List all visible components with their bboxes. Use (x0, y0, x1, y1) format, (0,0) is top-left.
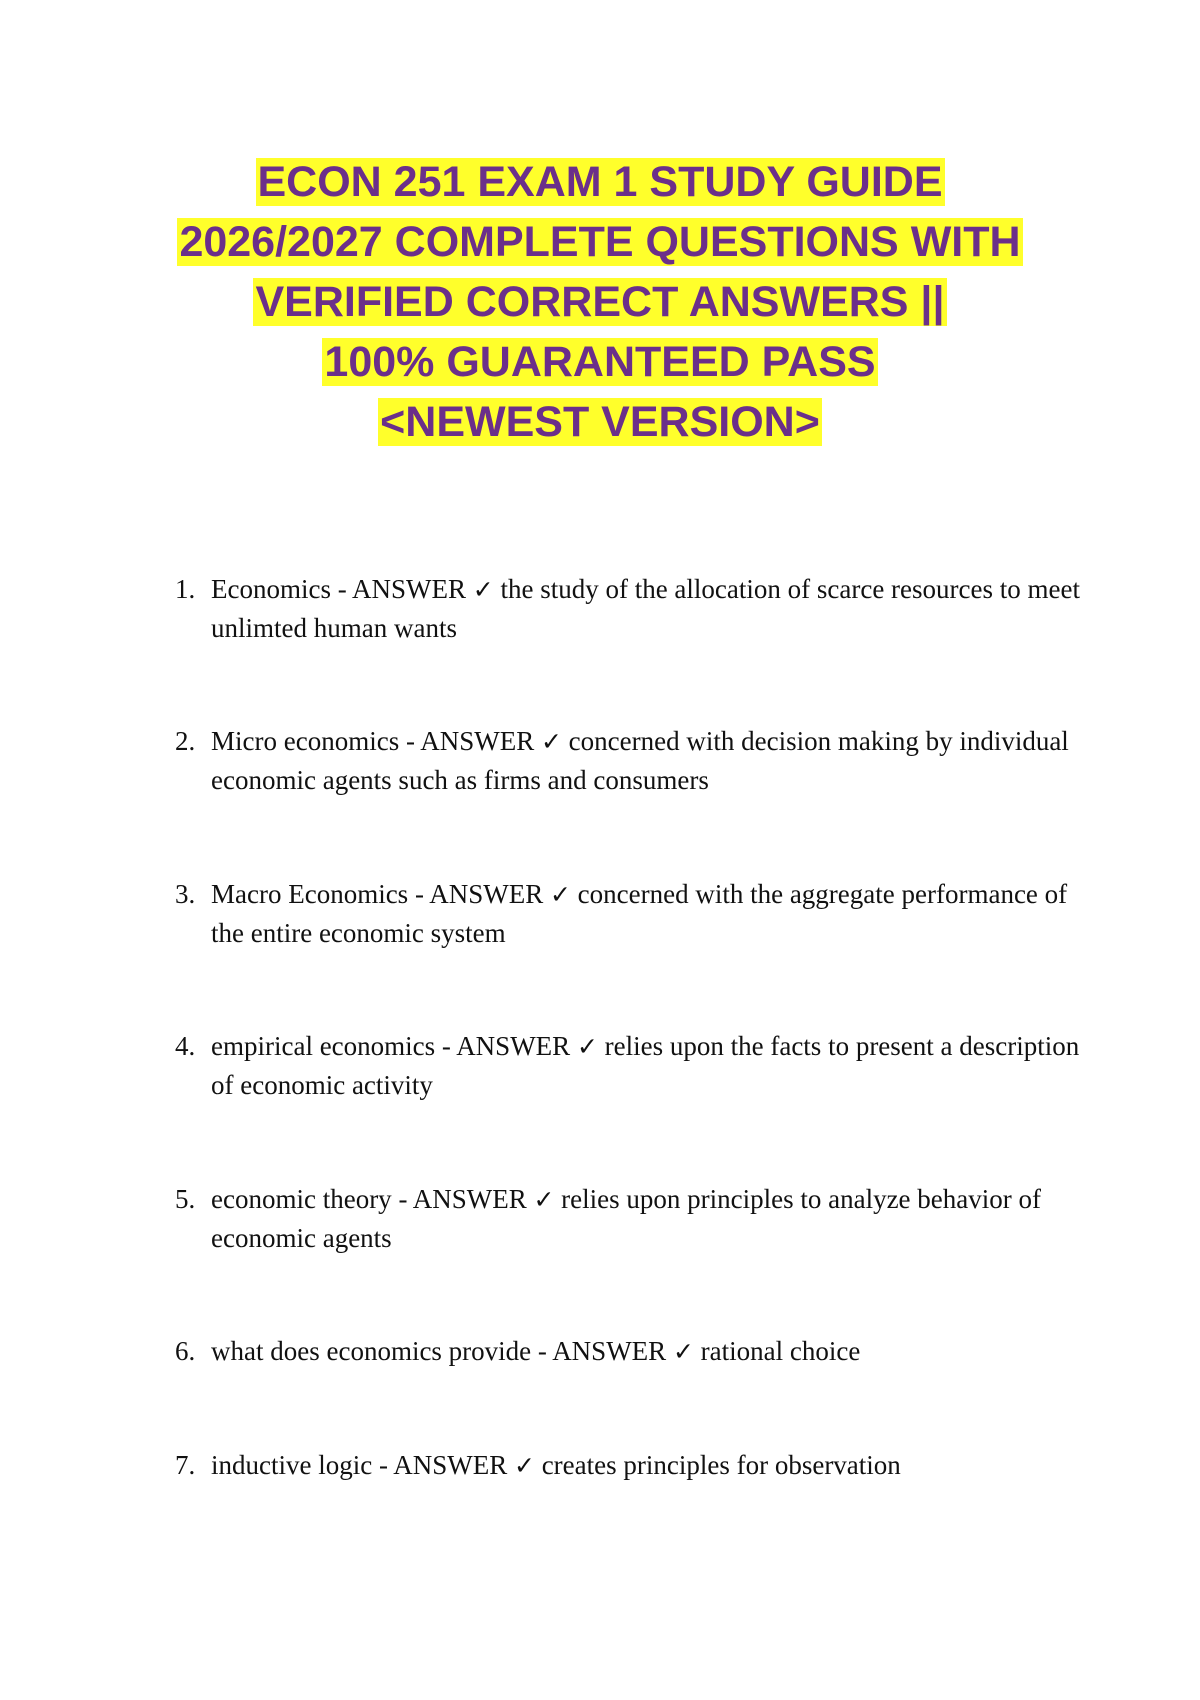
checkmark-icon: ✓ (540, 727, 562, 756)
item-number: 1. (175, 574, 196, 604)
item-term: Micro economics (211, 726, 400, 756)
checkmark-icon: ✓ (672, 1337, 694, 1366)
list-item (175, 570, 1085, 648)
item-text: economic theory - ANSWER ✓ relies upon principles to analyze behavior of economic agents (211, 1184, 1041, 1253)
answer-marker: ANSWER (420, 726, 535, 756)
item-number: 3. (175, 879, 196, 909)
item-term: economic theory (211, 1184, 392, 1214)
checkmark-icon: ✓ (576, 1032, 598, 1061)
item-answer: concerned with the aggregate performance of the entire economic system (211, 879, 1068, 948)
item-number: 5. (175, 1184, 196, 1214)
title-line-5: <NEWEST VERSION> (380, 398, 820, 446)
item-number: 7. (175, 1450, 196, 1480)
item-number: 2. (175, 726, 196, 756)
item-term: Macro Economics (211, 879, 409, 909)
list-item (175, 1027, 1085, 1105)
item-answer: relies upon the facts to present a description of economic activity (211, 1031, 1080, 1100)
answer-marker: ANSWER (429, 879, 544, 909)
answer-marker: ANSWER (412, 1184, 527, 1214)
list-item (175, 1446, 1085, 1485)
item-text: what does economics provide - ANSWER ✓ rational choice (211, 1336, 861, 1366)
title-line-3: VERIFIED CORRECT ANSWERS || (255, 278, 945, 326)
item-number: 6. (175, 1336, 196, 1366)
checkmark-icon: ✓ (472, 575, 494, 604)
item-text: Micro economics - ANSWER ✓ concerned with decision making by individual economic agents such as firms and consumers (211, 726, 1069, 795)
answer-marker: ANSWER (352, 574, 466, 604)
title-line-4: 100% GUARANTEED PASS (324, 338, 876, 386)
item-text: empirical economics - ANSWER ✓ relies upon the facts to present a description of economic activity (211, 1031, 1080, 1100)
item-text: Economics - ANSWER ✓ the study of the allocation of scarce resources to meet unlimted human wants (211, 574, 1080, 643)
item-text: inductive logic - ANSWER ✓ creates principles for observation (211, 1450, 901, 1480)
title-line-2: 2026/2027 COMPLETE QUESTIONS WITH (179, 218, 1021, 266)
answer-marker: ANSWER (456, 1031, 571, 1061)
item-text: Macro Economics - ANSWER ✓ concerned with the aggregate performance of the entire economic system (211, 879, 1068, 948)
item-answer: concerned with decision making by individual economic agents such as firms and consumers (211, 726, 1069, 795)
item-answer: the study of the allocation of scarce resources to meet unlimted human wants (211, 574, 1080, 643)
document-title (150, 152, 1050, 452)
checkmark-icon: ✓ (533, 1185, 555, 1214)
item-answer: rational choice (700, 1336, 861, 1366)
list-item (175, 1332, 1085, 1371)
item-number: 4. (175, 1031, 196, 1061)
answer-marker: ANSWER (552, 1336, 667, 1366)
item-term: Economics (211, 574, 331, 604)
item-term: inductive logic (211, 1450, 373, 1480)
item-term: what does economics provide (211, 1336, 532, 1366)
checkmark-icon: ✓ (513, 1451, 535, 1480)
list-item (175, 875, 1085, 953)
answer-marker: ANSWER (393, 1450, 508, 1480)
title-line-1: ECON 251 EXAM 1 STUDY GUIDE (257, 158, 943, 206)
item-answer: creates principles for observation (541, 1450, 901, 1480)
checkmark-icon: ✓ (549, 880, 571, 909)
list-item (175, 1180, 1085, 1258)
list-item (175, 722, 1085, 800)
item-term: empirical economics (211, 1031, 436, 1061)
item-answer: relies upon principles to analyze behavior of economic agents (211, 1184, 1041, 1253)
